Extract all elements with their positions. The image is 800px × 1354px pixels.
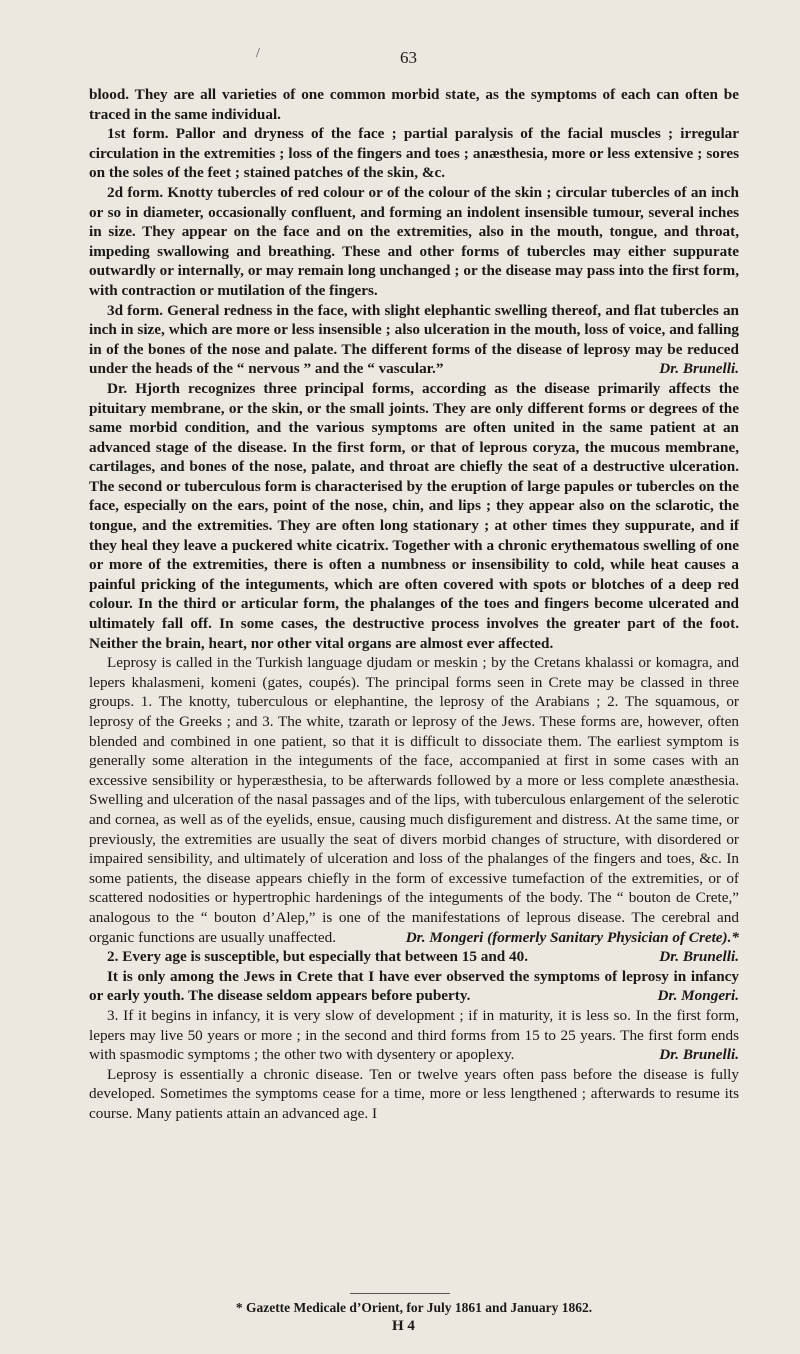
footnote-rule [350, 1293, 450, 1294]
paragraph [89, 379, 739, 653]
attribution: Dr. Brunelli. [659, 948, 739, 966]
paragraph [89, 967, 739, 1006]
paragraph-text: 3d form. General redness in the face, with slight elephantic swelling thereof, and flat tubercles an inch in size, which are more or less insensible ; also ulceration in the mouth, loss of voice, and falling in of the bones of the nose and palate. The different forms of the disease of leprosy may be reduced under the heads of the “ nervous ” and the “ vascular.” [89, 301, 739, 378]
paragraph-text: Dr. Hjorth recognizes three principal forms, according as the disease primarily affects the pituitary membrane, or the skin, or the small joints. They are only different forms or degrees of the same morbid condition, and the various symptoms are often united in the same patient at an advanced stage of the disease. In the first form, or that of leprous coryza, the mucous membrane, cartilages, and bones of the nose, palate, and throat are chiefly the seat of a destructive ulceration. The second or tuberculous form is characterised by the eruption of large papules or tubercles on the face, especially on the ears, point of the nose, chin, and lips ; they appear also on the sclarotic, the tongue, and the extremities. They are often long stationary ; at other times they suppurate, and if they heal they leave a puckered white cicatrix. Together with a chronic erythematous swelling of one or more of the extremities, there is often a numbness or insensibility to cold, while heat causes a painful pricking of the integuments, which are often covered with spots or blotches of a deep red colour. In the third or articular form, the phalanges of the toes and fingers become ulcerated and ultimately fall off. In some cases, the destructive process involves the greater part of the foot. Neither the brain, heart, nor other vital organs are almost ever affected. [89, 379, 739, 652]
attribution: Dr. Mongeri (formerly Sanitary Physician of Crete).* [405, 928, 739, 946]
attribution: Dr. Brunelli. [659, 360, 739, 378]
signature-mark: H 4 [392, 1318, 415, 1334]
paragraph-text: 2d form. Knotty tubercles of red colour or of the colour of the skin ; circular tubercles of an inch or so in diameter, occasionally confluent, and forming an indolent insensible tumour, several inches in size. They appear on the face and on the extremities, also in the mouth, tongue, and throat, impeding swallowing and breathing. These and other forms of tubercles may either suppurate outwardly or internally, or may remain long unchanged ; or the disease may pass into the first form, with contraction or mutilation of the fingers. [89, 183, 739, 299]
paragraph [89, 85, 739, 124]
paragraph [89, 653, 739, 947]
paragraph [89, 947, 739, 967]
paragraph [89, 1006, 739, 1065]
footnote: * Gazette Medicale d’Orient, for July 1861 and January 1862. [235, 1300, 593, 1315]
paragraph [89, 124, 739, 183]
attribution: Dr. Brunelli. [659, 1046, 739, 1064]
paragraph-text: 1st form. Pallor and dryness of the face ; partial paralysis of the facial muscles ; irregular circulation in the extremities ; loss of the fingers and toes ; anæsthesia, more or less extensive ; sores on the soles of the feet ; stained patches of the skin, &c. [89, 125, 739, 182]
paragraph [89, 183, 739, 301]
paragraph-text: Leprosy is essentially a chronic disease. Ten or twelve years often pass before the disease is fully developed. Sometimes the symptoms cease for a time, more or less lengthened ; afterwards to resume its course. Many patients attain an advanced age. I [89, 1065, 739, 1122]
paragraph [89, 1065, 739, 1124]
paragraph-text: blood. They are all varieties of one common morbid state, as the symptoms of each can often be traced in the same individual. [89, 86, 739, 123]
body-text [89, 85, 739, 1123]
paragraph-text: 2. Every age is susceptible, but especially that between 15 and 40. [107, 948, 529, 966]
page-number: 63 [400, 48, 417, 67]
paragraph-text: It is only among the Jews in Crete that I have ever observed the symptoms of leprosy in infancy or early youth. The disease seldom appears before puberty. [89, 967, 739, 1005]
attribution: Dr. Mongeri. [657, 987, 739, 1005]
pencil-mark: / [256, 46, 260, 61]
paragraph-text: 3. If it begins in infancy, it is very slow of development ; if in maturity, it is less so. In the first form, lepers may live 50 years or more ; in the second and third forms from 15 to 25 years. The first form ends with spasmodic symptoms ; the other two with dysentery or apoplexy. [89, 1006, 739, 1064]
paragraph [89, 301, 739, 379]
paragraph-text: Leprosy is called in the Turkish language djudam or meskin ; by the Cretans khalassi or komagra, and lepers khalasmeni, komeni (gates, coupés). The principal forms seen in Crete may be classed in three groups. 1. The knotty, tuberculous or elephantine, the leprosy of the Arabians ; 2. The squamous, or leprosy of the Greeks ; and 3. The white, tzarath or leprosy of the Jews. These forms are, however, often blended and combined in one patient, so that it is difficult to dissociate them. The earliest symptom is generally some alteration in the integuments of the face, accompanied at first in some cases with an excessive sensibility or hyperæsthesia, to be afterwards followed by a more or less complete anæsthesia. Swelling and ulceration of the nasal passages and of the lips, with tuberculous enlargement of the selerotic and cornea, as well as of the eyelids, ensue, causing much disfigurement and distress. At the same time, or previously, the extremities are usually the seat of divers morbid changes of structure, with disordered or impaired sensibility, and ultimately of ulceration and loss of the phalanges of the fingers and toes, &c. In some patients, the disease appears chiefly in the form of excessive tumefaction of the extremities, or of scattered nodosities or hypertrophic hardenings of the integuments of the body. The “ bouton de Crete,” analogous to the “ bouton d’Alep,” is one of the manifestations of leprous disease. The cerebral and organic functions are usually unaffected. [89, 654, 739, 946]
